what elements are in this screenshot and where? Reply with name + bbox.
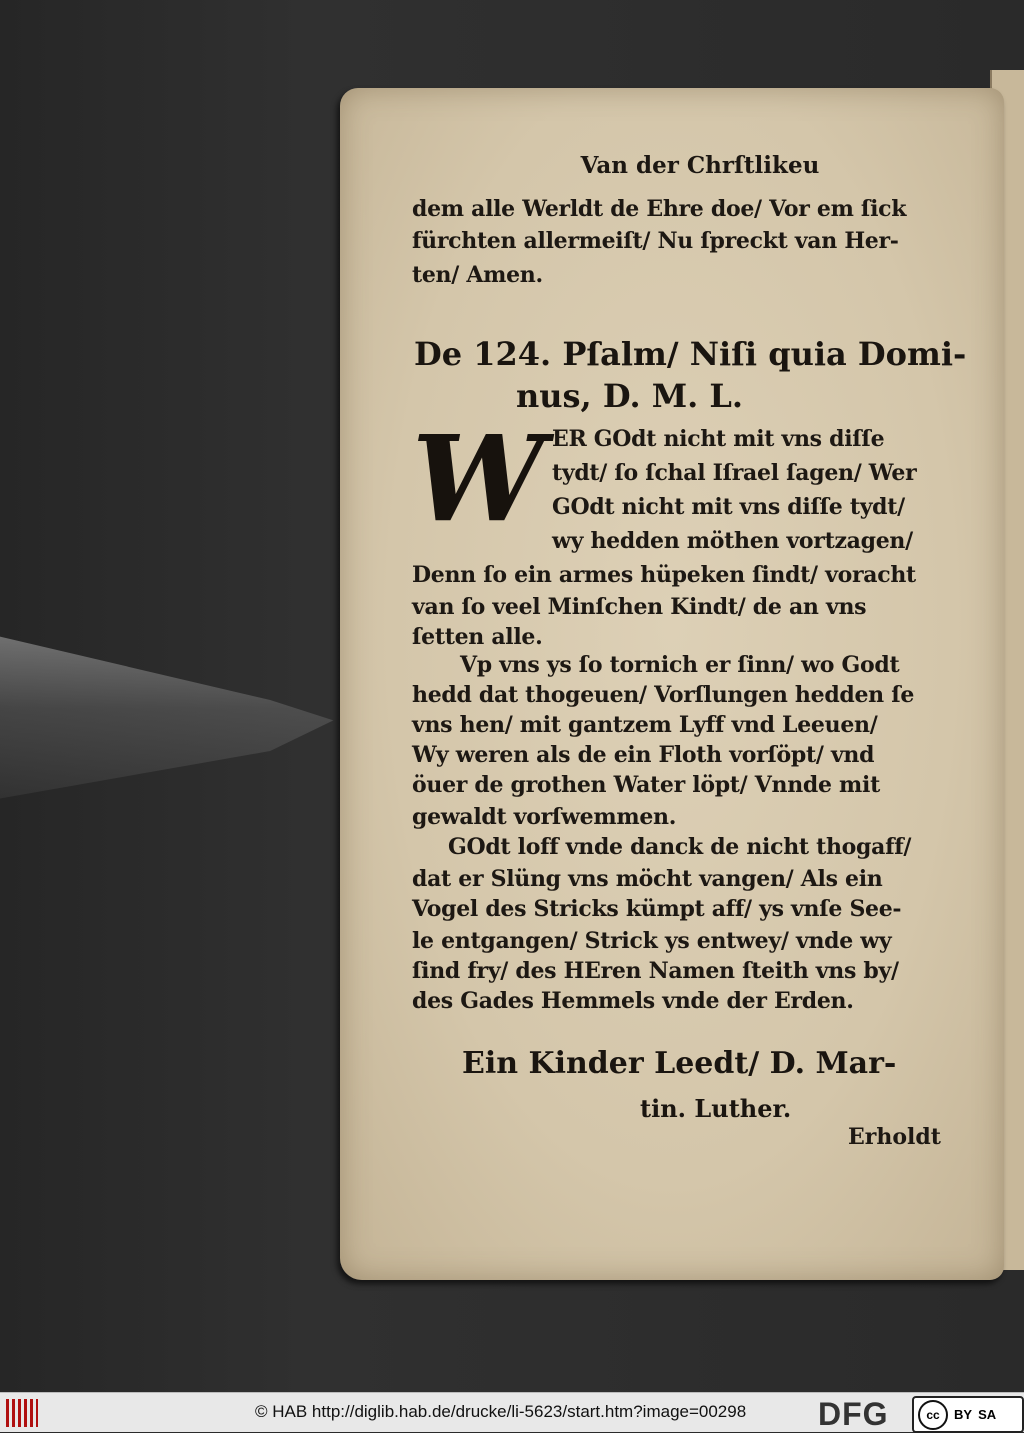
decorated-initial: W	[412, 409, 545, 548]
stanza1-line-3: GOdt nicht mit vns diſſe tydt/	[552, 494, 905, 520]
stanza1-line-5: Denn ſo ein armes hüpeken ſindt/ voracht	[412, 562, 916, 588]
psalm-heading-line-1: De 124. Pſalm/ Niſi quia Domi-	[414, 335, 967, 373]
intro-line-3: ten/ Amen.	[412, 262, 543, 288]
stanza2-line-1: Vp vns ys ſo tornich er ſinn/ wo Godt	[460, 652, 900, 678]
next-heading-line-1: Ein Kinder Leedt/ D. Mar-	[462, 1046, 897, 1081]
sa-label: SA	[978, 1407, 997, 1422]
stanza3-line-6: des Gades Hemmels vnde der Erden.	[412, 988, 854, 1014]
stanza2-line-5: öuer de grothen Water löpt/ Vnnde mit	[412, 772, 880, 798]
stanza1-line-1: ER GOdt nicht mit vns diſſe	[552, 426, 885, 452]
hab-logo-icon	[6, 1399, 38, 1427]
stanza1-line-7: ſetten alle.	[412, 624, 543, 650]
psalm-heading-line-2: nus, D. M. L.	[516, 377, 744, 415]
dfg-logo: DFG	[818, 1396, 889, 1432]
catchword: Erholdt	[848, 1124, 941, 1150]
stanza3-line-2: dat er Slüng vns möcht vangen/ Als ein	[412, 866, 883, 892]
stanza2-line-3: vns hen/ mit gantzem Lyff vnd Leeuen/	[412, 712, 878, 738]
stanza1-line-2: tydt/ ſo ſchal Iſrael ſagen/ Wer	[552, 460, 917, 486]
footer-bar	[0, 1392, 1024, 1432]
stanza3-line-4: le entgangen/ Strick ys entwey/ vnde wy	[412, 928, 892, 954]
running-head: Van der Chrſtlikeu	[580, 152, 820, 179]
stanza1-line-4: wy hedden möthen vortzagen/	[552, 528, 913, 554]
stanza2-line-4: Wy weren als de ein Floth vorſöpt/ vnd	[412, 742, 875, 768]
cc-icon: cc	[918, 1400, 948, 1430]
stanza2-line-2: hedd dat thogeuen/ Vorſlungen hedden ſe	[412, 682, 915, 708]
stanza1-line-6: van ſo veel Minſchen Kindt/ de an vns	[412, 594, 867, 620]
footer-credit[interactable]: © HAB http://diglib.hab.de/drucke/li-5623/start.htm?image=00298	[255, 1402, 747, 1421]
stanza3-line-1: GOdt loff vnde danck de nicht thogaff/	[448, 834, 912, 860]
stanza3-line-3: Vogel des Stricks kümpt aff/ ys vnſe See-	[412, 896, 902, 922]
stanza2-line-6: gewaldt vorſwemmen.	[412, 804, 677, 830]
by-label: BY	[954, 1407, 973, 1422]
intro-line-1: dem alle Werldt de Ehre doe/ Vor em ſick	[412, 196, 907, 222]
intro-line-2: fürchten allermeiſt/ Nu ſpreckt van Her-	[412, 228, 899, 254]
stanza3-line-5: ſind fry/ des HEren Namen ſteith vns by/	[412, 958, 899, 984]
next-heading-line-2: tin. Luther.	[640, 1094, 792, 1123]
cc-license-badge[interactable]	[912, 1396, 1024, 1433]
